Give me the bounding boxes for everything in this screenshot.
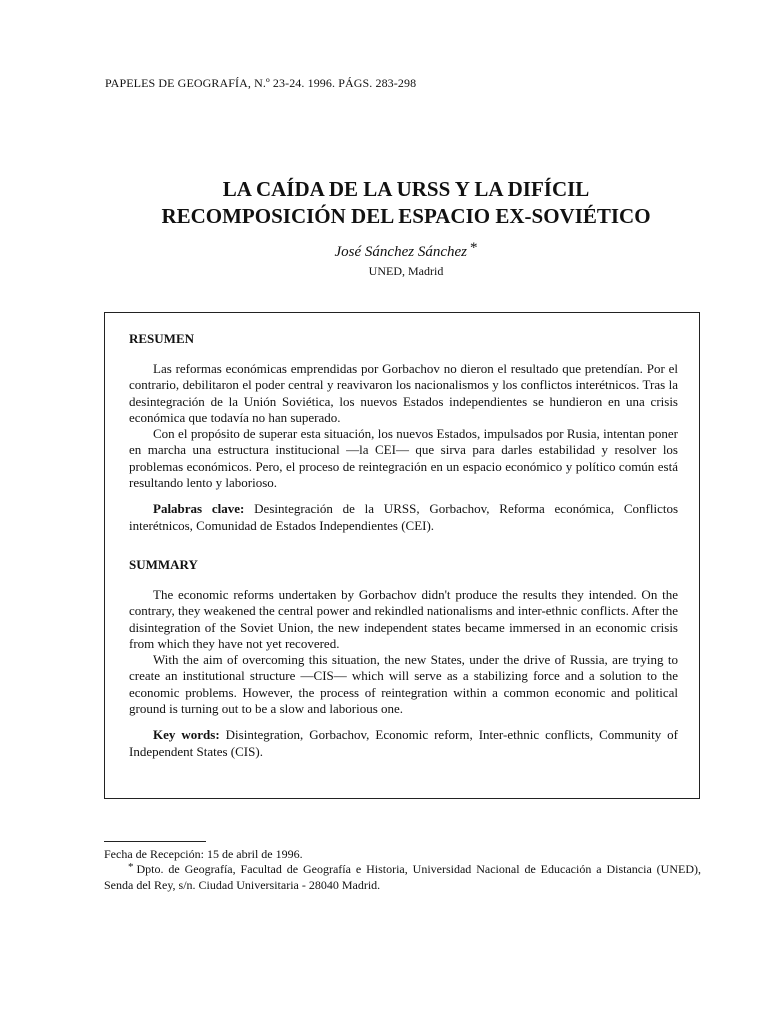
palabras-clave-label: Palabras clave:	[153, 501, 245, 517]
affiliation-footnote-mark: *	[128, 861, 134, 873]
resumen-heading: RESUMEN	[129, 331, 195, 346]
summary-paragraph-2: With the aim of overcoming this situation, the new States, under the drive of Russia, are trying to create an institutional structure —CIS— which will serve as a stabilizing force and a solution to the economic problems. However, the process of reintegration within a common economic and political ground is turning out to be a slow and laborious one.	[129, 652, 678, 717]
footnotes	[104, 847, 701, 893]
abstract-content	[129, 331, 678, 760]
author-affiliation: UNED, Madrid	[368, 264, 444, 278]
resumen-paragraph-1: Las reformas económicas emprendidas por Gorbachov no dieron el resultado que pretendían. Por el contrario, debilitaron el poder central y reavivaron los nacionalismos y los conflictos interétnicos. Tras la desintegración de la Unión Soviética, los nuevos Estados independientes se hundieron en una crisis económica que todavía no han superado.	[129, 361, 678, 425]
article-title	[80, 176, 732, 230]
running-head: PAPELES DE GEOGRAFÍA, N.º 23-24. 1996. PÁGS. 283-298	[105, 76, 417, 90]
author-line	[80, 240, 732, 261]
summary-paragraph-1: The economic reforms undertaken by Gorbachov didn't produce the results they intended. On the contrary, they weakened the central power and rekindled nationalisms and inter-ethnic conflicts. After the disintegration of the Soviet Union, the new independent states became immersed in an economic crisis from which they have not yet recovered.	[129, 586, 678, 651]
author-name: José Sánchez Sánchez	[334, 244, 467, 260]
palabras-clave-text: Desintegración de la URSS, Gorbachov, Reforma económica, Conflictos interétnicos, Comunidad de Estados Independientes (CEI).	[129, 501, 679, 533]
palabras-clave	[129, 501, 678, 534]
footnote-divider	[104, 841, 206, 842]
key-words-text: Disintegration, Gorbachov, Economic reform, Inter-ethnic conflicts, Community of Independent States (CIS).	[129, 727, 679, 759]
key-words-label: Key words:	[153, 727, 220, 743]
resumen-paragraph-2: Con el propósito de superar esta situación, los nuevos Estados, impulsados por Rusia, intentan poner en marcha una estructura institucional —la CEI— que sirva para darles estabilidad y resolver los problemas económicos. Pero, el proceso de reintegración en un espacio económico y político común está resultando lento y laborioso.	[129, 426, 678, 491]
author-footnote-mark: *	[469, 240, 478, 256]
received-date: Fecha de Recepción: 15 de abril de 1996.	[104, 847, 303, 861]
abstract-box	[104, 312, 700, 799]
title-line-1: LA CAÍDA DE LA URSS Y LA DIFÍCIL	[222, 177, 590, 201]
title-line-2: RECOMPOSICIÓN DEL ESPACIO EX-SOVIÉTICO	[161, 204, 651, 228]
affiliation-footnote-text: Dpto. de Geografía, Facultad de Geografía e Historia, Universidad Nacional de Educación a Distancia (UNED), Senda del Rey, s/n. Ciudad Universitaria - 28040 Madrid.	[104, 862, 701, 892]
key-words	[129, 727, 678, 760]
affiliation-footnote	[104, 862, 701, 893]
summary-heading: SUMMARY	[129, 556, 198, 572]
